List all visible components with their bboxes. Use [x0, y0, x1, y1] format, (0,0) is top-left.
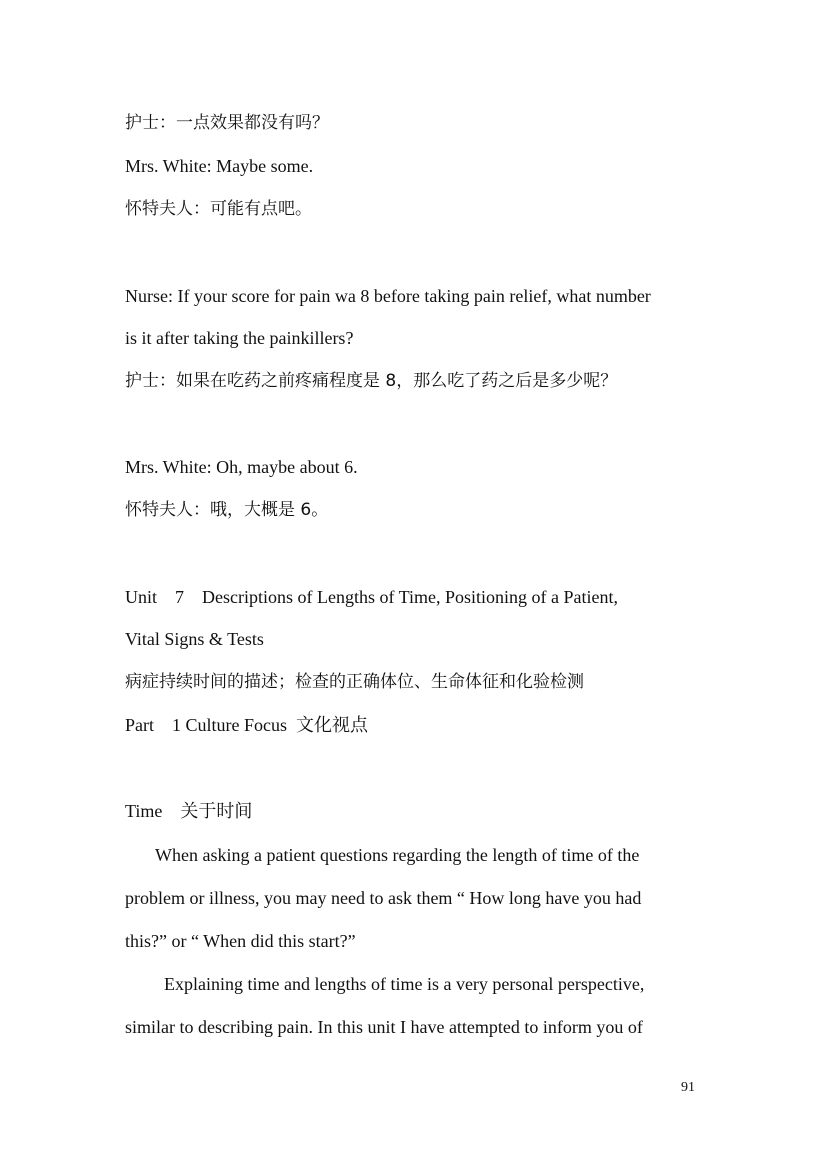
dialogue-nurse-en-2a: Nurse: If your score for pain wa 8 before taking pain relief, what number: [125, 286, 651, 306]
paragraph-1-line2: problem or illness, you may need to ask them “ How long have you had: [125, 888, 642, 908]
dialogue-white-en-2: Mrs. White: Oh, maybe about 6.: [125, 457, 358, 477]
unit-heading-zh: 病症持续时间的描述；检查的正确体位、生命体征和化验检测: [125, 672, 584, 692]
dialogue-nurse-en-2b: is it after taking the painkillers?: [125, 328, 354, 348]
unit-heading-line2: Vital Signs & Tests: [125, 629, 264, 649]
paragraph-2-line2: similar to describing pain. In this unit I have attempted to inform you of: [125, 1017, 643, 1037]
page-number: 91: [681, 1080, 695, 1095]
unit-heading-line1: Unit 7 Descriptions of Lengths of Time, Positioning of a Patient,: [125, 587, 618, 607]
dialogue-nurse-zh-1: 护士：一点效果都没有吗？: [125, 113, 329, 133]
paragraph-1-line3: this?” or “ When did this start?”: [125, 931, 356, 951]
dialogue-white-en-1: Mrs. White: Maybe some.: [125, 156, 314, 176]
paragraph-2-line1: Explaining time and lengths of time is a very personal perspective,: [164, 974, 645, 994]
dialogue-nurse-zh-2: 护士：如果在吃药之前疼痛程度是 8，那么吃了药之后是多少呢？: [125, 371, 618, 391]
dialogue-white-zh-2: 怀特夫人：哦，大概是 6。: [125, 500, 329, 520]
dialogue-white-zh-1: 怀特夫人：可能有点吧。: [125, 199, 312, 219]
part-heading: Part 1 Culture Focus 文化视点: [125, 715, 368, 735]
paragraph-1-line1: When asking a patient questions regarding the length of time of the: [155, 845, 640, 865]
section-heading-time: Time 关于时间: [125, 801, 253, 821]
